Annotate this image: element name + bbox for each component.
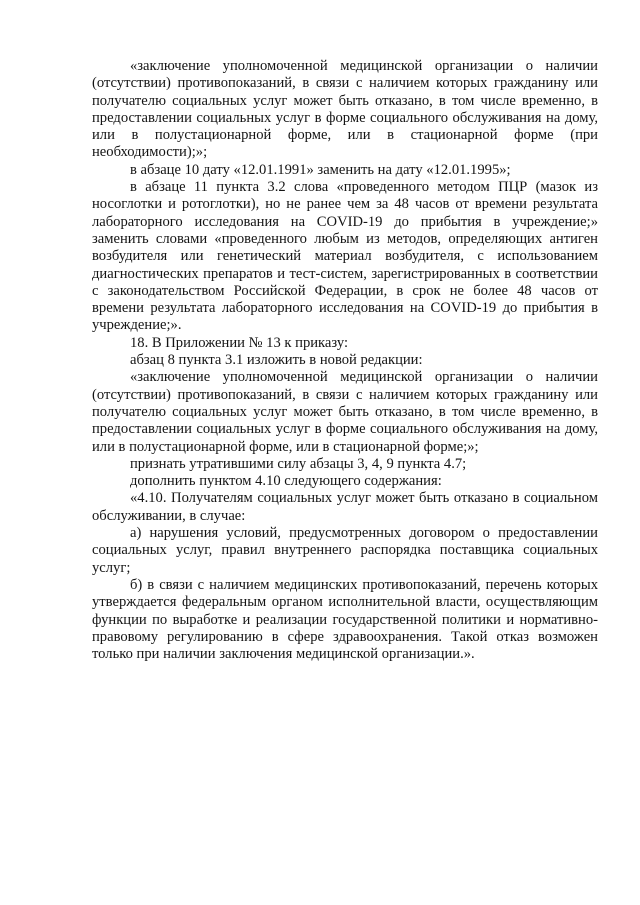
paragraph-date-replacement: в абзаце 10 дату «12.01.1991» заменить на дату «12.01.1995»; (130, 161, 511, 178)
paragraph-item-b: б) в связи с наличием медицинских противопоказаний, перечень которых утверждается федеральным органом исполнительной власти, осуществляющим функции по выработке и реализации государственной политики и нормативно-правовому регулированию в сфере здравоохранения. Такой отказ возможен только при наличии заключения медицинской организации.». (92, 576, 598, 663)
document-page (92, 58, 598, 663)
paragraph-repeal-clauses: признать утратившими силу абзацы 3, 4, 9 пункта 4.7; (130, 455, 467, 472)
paragraph-clause-3-1-new-wording: абзац 8 пункта 3.1 изложить в новой редакции: (130, 352, 423, 369)
paragraph-conclusion-quote-2: «заключение уполномоченной медицинской организации о наличии (отсутствии) противопоказаний, в связи с наличием которых гражданину или получателю социальных услуг может быть отказано, в том числе временно, в предоставлении социальных услуг в форме социального обслуживания на дому, или в полустационарной форме, или в стационарной форме;»; (92, 369, 598, 455)
paragraph-conclusion-quote-1: «заключение уполномоченной медицинской организации о наличии (отсутствии) противопоказаний, в связи с наличием которых гражданину или получателю социальных услуг может быть отказано, в том числе временно, в предоставлении социальных услуг в форме социального обслуживания на дому, или в полустационарной форме, или в стационарной форме (при необходимости);»; (92, 58, 598, 161)
paragraph-clause-4-10: «4.10. Получателям социальных услуг может быть отказано в социальном обслуживании, в случае: (92, 490, 598, 524)
paragraph-pcr-replacement: в абзаце 11 пункта 3.2 слова «проведенного методом ПЦР (мазок из носоглотки и ротоглотки), но не ранее чем за 48 часов от времени результата лабораторного исследования на COVID-19 до прибытия в учреждение;» заменить словами «проведенного любым из методов, определяющих антиген возбудителя или генетический материал возбудителя, с использованием диагностических препаратов и тест-систем, зарегистрированных в соответствии с законодательством Российской Федерации, в срок не более 48 часов от времени результата лабораторного исследования на COVID-19 до прибытия в учреждение;». (92, 179, 598, 334)
paragraph-appendix-13-heading: 18. В Приложении № 13 к приказу: (130, 334, 349, 351)
paragraph-item-a: а) нарушения условий, предусмотренных договором о предоставлении социальных услуг, правил внутреннего распорядка поставщика социальных услуг; (92, 525, 598, 576)
paragraph-add-clause-4-10: дополнить пунктом 4.10 следующего содержания: (130, 473, 442, 490)
